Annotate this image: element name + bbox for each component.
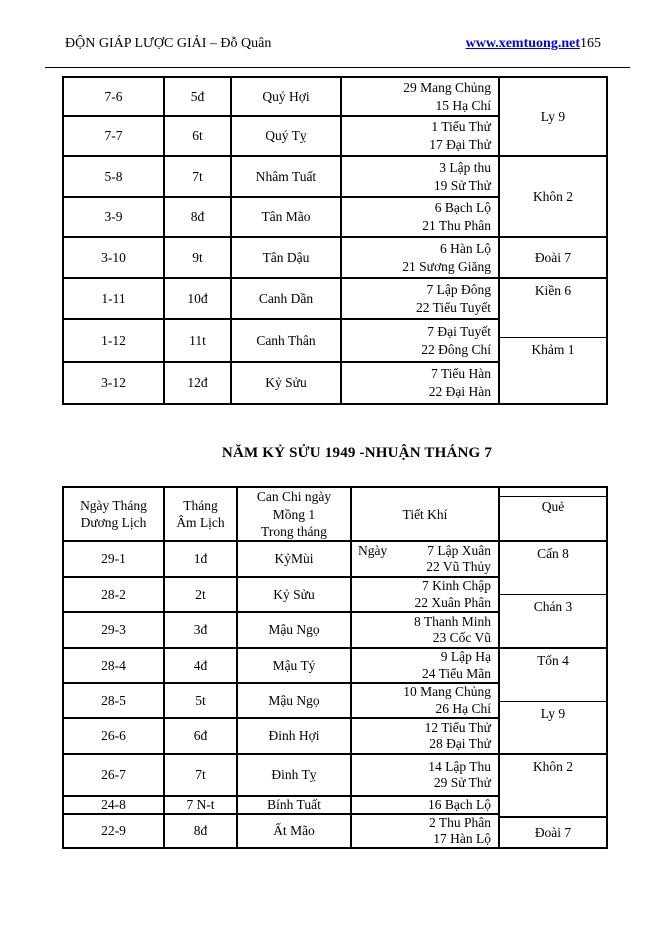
lunar-month-cell: 2t [165, 578, 238, 611]
tiet-khi-line: 1 Tiểu Thử [431, 119, 491, 134]
can-chi-cell: Nhâm Tuất [232, 157, 342, 196]
header-line: Dương Lịch [80, 515, 147, 531]
tiet-khi-cell [352, 755, 498, 795]
tiet-khi-cell [342, 279, 498, 318]
table1-main-columns [64, 78, 498, 403]
tiet-khi-line: 9 Lập Hạ [440, 649, 491, 664]
tiet-khi-line: 7 Tiểu Hàn [430, 366, 491, 381]
header-right [466, 36, 601, 52]
lunar-month-cell: 4đ [165, 649, 238, 682]
header-can-chi [238, 488, 352, 541]
tiet-khi-line: 16 Bạch Lộ [428, 797, 491, 812]
table-row [64, 78, 498, 117]
solar-date-cell: 26-6 [64, 719, 165, 753]
que-header-cell [500, 488, 606, 542]
lunar-month-cell: 7t [165, 157, 232, 196]
can-chi-cell: Quý Hợi [232, 78, 342, 115]
header-line: Can Chi ngày [256, 489, 332, 504]
tiet-khi-cell [352, 578, 498, 611]
solar-date-cell: 29-3 [64, 613, 165, 647]
que-cell: Ly 9 [500, 702, 606, 755]
que-cell: Đoài 7 [534, 824, 572, 840]
tiet-khi-cell [352, 649, 498, 682]
tiet-khi-line: 28 Đại Thử [429, 736, 491, 751]
table-row [64, 238, 498, 279]
lunar-month-cell: 12đ [165, 363, 232, 403]
tiet-khi-line: 7 Đại Tuyết [427, 323, 491, 339]
solar-date-cell: 3-10 [64, 238, 165, 277]
header-line: Tiết Khí [402, 506, 448, 522]
lunar-month-cell: 3đ [165, 613, 238, 647]
tiet-khi-cell [342, 157, 498, 196]
page-number: 165 [580, 36, 601, 51]
tiet-khi-line: 21 Sương Giăng [402, 258, 491, 274]
tiet-khi-cell [352, 719, 498, 753]
tiet-khi-cell [352, 542, 498, 576]
can-chi-cell: Kỷ Sửu [238, 578, 352, 611]
solar-date-cell: 1-11 [64, 279, 165, 318]
que-cell: Tốn 4 [500, 649, 606, 702]
que-header-label: Quẻ [541, 499, 565, 514]
table-row [64, 320, 498, 363]
table-row [64, 542, 498, 578]
que-cell: Khảm 1 [531, 342, 575, 357]
solar-date-cell: 28-4 [64, 649, 165, 682]
table-row [64, 157, 498, 198]
tiet-khi-line: 7 Kinh Chập [422, 578, 491, 593]
que-cell: Ly 9 [500, 78, 606, 157]
tiet-khi-line: 2 Thu Phân [428, 815, 491, 830]
can-chi-cell: Canh Thân [232, 320, 342, 361]
lunar-month-cell: 8đ [165, 815, 238, 847]
table-row [64, 198, 498, 238]
section-title: NĂM KỶ SỬU 1949 -NHUẬN THÁNG 7 [221, 445, 493, 461]
lunar-month-cell: 1đ [165, 542, 238, 576]
can-chi-cell: Quý Tỵ [232, 117, 342, 155]
lunar-month-cell: 11t [165, 320, 232, 361]
can-chi-cell: Tân Dậu [232, 238, 342, 277]
solar-date-cell: 1-12 [64, 320, 165, 361]
table-row [64, 649, 498, 684]
table-row [64, 755, 498, 797]
lunar-month-cell: 10đ [165, 279, 232, 318]
header-tiet-khi [352, 488, 498, 541]
header-divider [45, 67, 630, 68]
lunar-month-cell: 7 N-t [165, 797, 238, 813]
header-line: Tháng [183, 497, 218, 513]
lunar-month-cell: 8đ [165, 198, 232, 236]
lunar-month-cell: 7t [165, 755, 238, 795]
table-row [64, 363, 498, 403]
tiet-khi-line: 22 Đông Chí [421, 341, 491, 357]
tiet-khi-line: 26 Hạ Chí [435, 700, 491, 716]
table-row [64, 719, 498, 755]
tiet-khi-line: 22 Vũ Thủy [426, 559, 491, 574]
tiet-khi-line: 21 Thu Phân [422, 218, 491, 233]
table-row [64, 797, 498, 815]
solar-date-cell: 22-9 [64, 815, 165, 847]
solar-date-cell: 3-9 [64, 198, 165, 236]
tiet-khi-cell [342, 117, 498, 155]
header-solar-date [64, 488, 165, 541]
can-chi-cell: KỷMùi [238, 542, 352, 576]
tiet-khi-line: 29 Sử Thử [433, 775, 491, 790]
tiet-khi-line: 6 Hàn Lộ [440, 240, 491, 256]
lunar-month-cell: 5đ [165, 78, 232, 115]
tiet-khi-line: 15 Hạ Chí [435, 97, 491, 113]
table-row [64, 684, 498, 719]
table-row [64, 117, 498, 157]
tiet-khi-line: 8 Thanh Minh [414, 613, 491, 629]
tiet-khi-line: 22 Xuân Phân [414, 594, 491, 610]
tiet-khi-line: 7 Lập Đông [426, 281, 491, 297]
can-chi-cell: Mậu Tý [238, 649, 352, 682]
tiet-khi-line: 22 Đại Hàn [428, 384, 491, 399]
solar-date-cell: 24-8 [64, 797, 165, 813]
can-chi-cell: Đinh Hợi [238, 719, 352, 753]
tiet-khi-cell [352, 684, 498, 717]
que-cell: Chán 3 [500, 595, 606, 649]
solar-date-cell: 3-12 [64, 363, 165, 403]
can-chi-cell: Ất Mão [238, 815, 352, 847]
can-chi-cell: Đinh Tỵ [238, 755, 352, 795]
tiet-khi-table-top [62, 76, 608, 405]
tiet-khi-line: 24 Tiểu Mãn [421, 665, 491, 681]
tiet-khi-line: 14 Lập Thu [428, 758, 491, 774]
que-cell: Khôn 2 [500, 755, 606, 818]
can-chi-cell: Tân Mão [232, 198, 342, 236]
tiet-khi-line: 19 Sử Thử [433, 177, 491, 193]
solar-date-cell: 28-2 [64, 578, 165, 611]
tiet-khi-cell [342, 363, 498, 403]
table2-main-columns [64, 488, 498, 847]
lunar-month-cell: 6đ [165, 719, 238, 753]
header-line: Ngày Tháng [80, 497, 147, 513]
header-line: Mồng 1 [272, 506, 316, 522]
tiet-khi-table-1949 [62, 486, 608, 849]
tiet-khi-line: 12 Tiểu Thử [424, 719, 491, 735]
page-header [65, 36, 601, 52]
can-chi-cell: Mậu Ngọ [238, 613, 352, 647]
tiet-khi-cell [352, 797, 498, 813]
tiet-khi-line: 3 Lập thu [439, 159, 491, 175]
table-row [64, 279, 498, 320]
website-link[interactable]: www.xemtuong.net [465, 36, 580, 51]
que-header-inset-line [500, 496, 606, 497]
tiet-khi-value: 7 Lập Xuân [427, 542, 491, 558]
tiet-khi-line: 17 Đại Thử [429, 137, 491, 152]
tiet-khi-line: 29 Mang Chủng [403, 79, 491, 95]
lunar-month-cell: 9t [165, 238, 232, 277]
solar-date-cell: 28-5 [64, 684, 165, 717]
tiet-khi-prefix-label: Ngày [358, 542, 388, 558]
can-chi-cell: Canh Dần [232, 279, 342, 318]
solar-date-cell: 7-6 [64, 78, 165, 115]
can-chi-cell: Bính Tuất [238, 797, 352, 813]
tiet-khi-cell [342, 78, 498, 115]
tiet-khi-cell [352, 613, 498, 647]
can-chi-cell: Kỷ Sửu [232, 363, 342, 403]
solar-date-cell: 5-8 [64, 157, 165, 196]
lunar-month-cell: 6t [165, 117, 232, 155]
table-row [64, 613, 498, 649]
header-line: Trong tháng [261, 524, 327, 539]
table-row [64, 578, 498, 613]
tiet-khi-line: 6 Bạch Lộ [434, 200, 491, 215]
solar-date-cell: 26-7 [64, 755, 165, 795]
table1-que-column [498, 78, 606, 403]
tiet-khi-cell [342, 198, 498, 236]
tiet-khi-cell [342, 238, 498, 277]
que-cell: Đoài 7 [500, 238, 606, 279]
tiet-khi-line: 17 Hàn Lộ [433, 831, 491, 846]
que-cell: Cấn 8 [500, 542, 606, 595]
tiet-khi-cell [342, 320, 498, 361]
que-cell: Khôn 2 [500, 157, 606, 238]
table2-que-column [498, 488, 606, 847]
tiet-khi-line [352, 543, 491, 560]
que-cell: Kiền 6 [500, 279, 606, 338]
solar-date-cell: 29-1 [64, 542, 165, 576]
solar-date-cell: 7-7 [64, 117, 165, 155]
document-title: ĐỘN GIÁP LƯỢC GIẢI – Đỗ Quân [65, 36, 272, 51]
tiet-khi-cell [352, 815, 498, 847]
header-lunar-month [165, 488, 238, 541]
tiet-khi-line: 22 Tiểu Tuyết [415, 299, 491, 315]
can-chi-cell: Mậu Ngọ [238, 684, 352, 717]
header-line: Âm Lịch [176, 515, 225, 531]
table-row [64, 815, 498, 847]
tiet-khi-line: 23 Cốc Vũ [432, 630, 491, 645]
table-header-row [64, 488, 498, 542]
lunar-month-cell: 5t [165, 684, 238, 717]
tiet-khi-line: 10 Mang Chủng [403, 684, 491, 699]
